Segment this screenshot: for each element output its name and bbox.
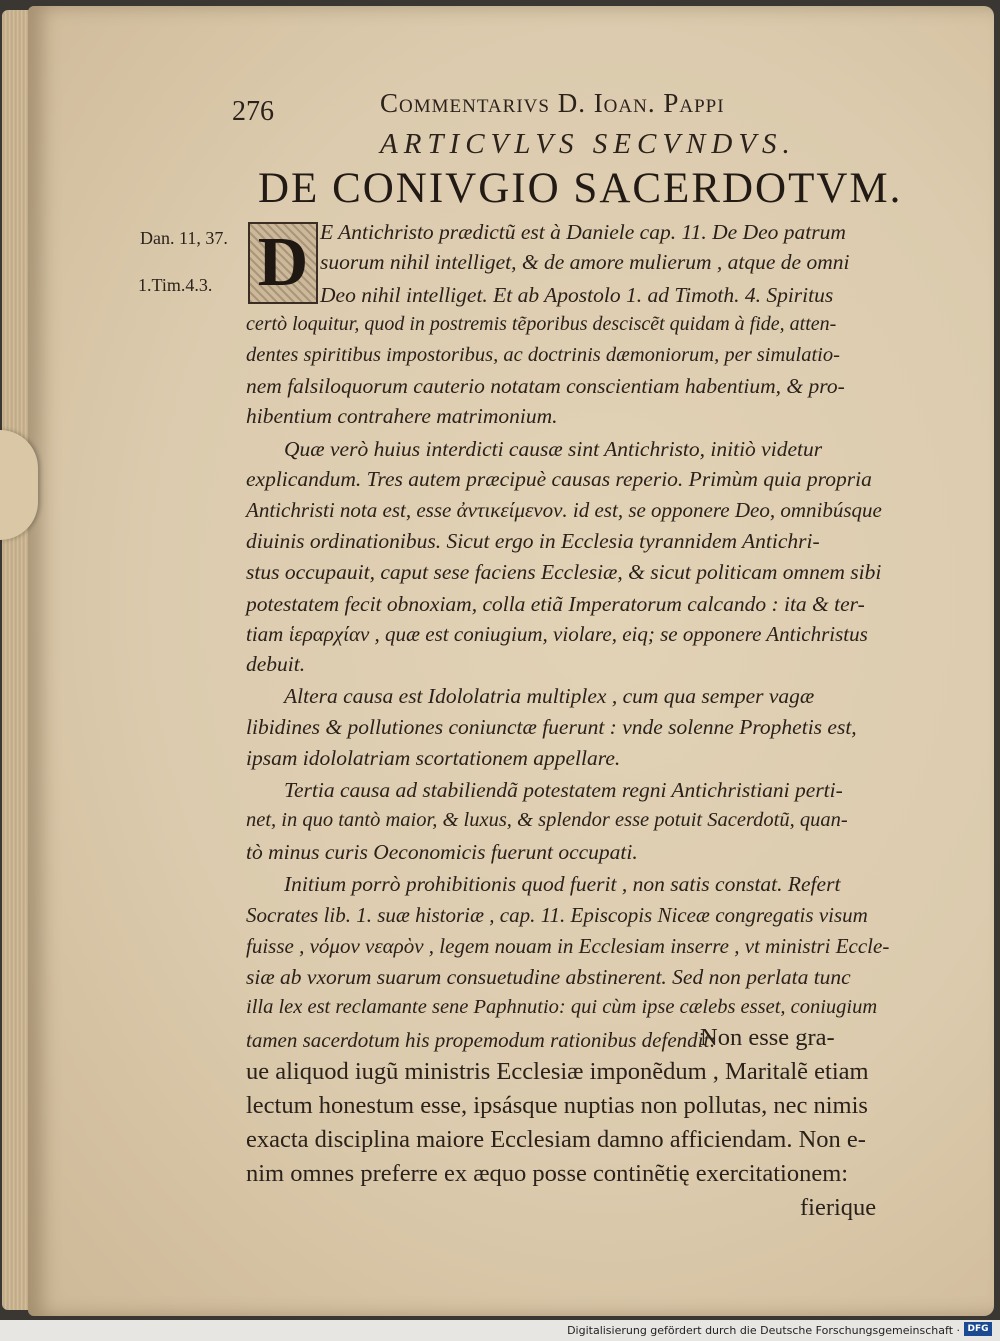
text-line: Deo nihil intelliget. Et ab Apostolo 1. ad Timoth. 4. Spiritus	[320, 283, 834, 307]
dfg-logo: DFG	[964, 1322, 992, 1336]
text-line: E Antichristo prædictũ est à Daniele cap. 11. De Deo patrum	[320, 220, 846, 244]
text-line: net, in quo tantò maior, & luxus, & splendor esse potuit Sacerdotũ, quan-	[246, 809, 848, 831]
running-title: Commentarivs D. Ioan. Pappi	[380, 88, 725, 118]
text-line: siæ ab vxorum suarum consuetudine abstinerent. Sed non perlata tunc	[246, 965, 851, 989]
text-line: Tertia causa ad stabiliendã potestatem regni Antichristiani perti-	[284, 778, 843, 802]
text-line: illa lex est reclamante sene Paphnutio: qui cùm ipse cælebs esset, coniugium	[246, 996, 878, 1018]
text-line: hibentium contrahere matrimonium.	[246, 404, 558, 428]
text-line-roman: ue aliquod iugũ ministris Ecclesiæ imponẽdum , Maritalẽ etiam	[246, 1058, 869, 1085]
text-line: tò minus curis Oeconomicis fuerunt occupati.	[246, 840, 638, 864]
text-line: Initium porrò prohibitionis quod fuerit , non satis constat. Refert	[284, 872, 841, 896]
text-line-roman: exacta disciplina maiore Ecclesiam damno afficiendam. Non e-	[246, 1126, 866, 1153]
text-line: ipsam idololatriam scortationem appellare.	[246, 746, 621, 770]
text-line: potestatem fecit obnoxiam, colla etiã Imperatorum calcando : ita & ter-	[246, 592, 865, 616]
text-line-roman: nim omnes preferre ex æquo posse continẽtię exercitationem:	[246, 1160, 849, 1187]
drop-cap	[248, 222, 318, 304]
text-line: Quæ verò huius interdicti causæ sint Antichristo, initiò videtur	[284, 437, 823, 461]
drop-cap-letter: D	[257, 224, 309, 301]
chapter-title: DE CONIVGIO SACERDOTVM.	[258, 165, 903, 212]
page-number: 276	[232, 96, 274, 127]
text-line: diuinis ordinationibus. Sicut ergo in Ecclesia tyrannidem Antichri-	[246, 529, 820, 553]
text-line-roman: lectum honestum esse, ipsásque nuptias non pollutas, nec nimis	[246, 1092, 868, 1119]
text-line: tiam ἱεραρχίαν , quæ est coniugium, violare, eiq; se opponere Antichristus	[246, 622, 868, 646]
text-line: tamen sacerdotum his propemodum rationibus defendit:	[246, 1028, 717, 1052]
text-line: nem falsiloquorum cauterio notatam conscientiam habentium, & pro-	[246, 374, 845, 398]
margin-note-daniel: Dan. 11, 37.	[140, 228, 228, 248]
text-line: explicandum. Tres autem præcipuè causas reperio. Primùm quia propria	[246, 467, 872, 491]
article-heading: ARTICVLVS SECVNDVS.	[380, 128, 796, 160]
text-line: Socrates lib. 1. suæ historiæ , cap. 11. Episcopis Niceæ congregatis visum	[246, 903, 868, 927]
text-line: certò loquitur, quod in postremis tẽporibus desciscẽt quidam à fide, atten-	[246, 313, 837, 335]
text-line-roman: Non esse gra-	[700, 1024, 835, 1051]
text-line: debuit.	[246, 652, 306, 676]
text-line: libidines & pollutiones coniunctæ fuerunt : vnde solenne Prophetis est,	[246, 715, 857, 739]
footer-credit: Digitalisierung gefördert durch die Deutsche Forschungsgemeinschaft ·	[567, 1324, 960, 1337]
text-line: stus occupauit, caput sese faciens Ecclesiæ, & sicut politicam omnem sibi	[246, 560, 882, 584]
text-line: suorum nihil intelliget, & de amore mulierum , atque de omni	[320, 250, 850, 274]
catchword: fierique	[800, 1194, 877, 1221]
margin-note-timothy: 1.Tim.4.3.	[138, 275, 213, 295]
text-line: dentes spiritibus impostoribus, ac doctrinis dæmoniorum, per simulatio-	[246, 344, 840, 366]
text-line: fuisse , νόμον νεαρὸν , legem nouam in Ecclesiam inserre , vt ministri Eccle-	[246, 934, 890, 958]
text-line: Altera causa est Idololatria multiplex , cum qua semper vagæ	[284, 684, 815, 708]
text-line: Antichristi nota est, esse ἀντικείμενον. id est, se opponere Deo, omnibúsque	[246, 498, 882, 522]
